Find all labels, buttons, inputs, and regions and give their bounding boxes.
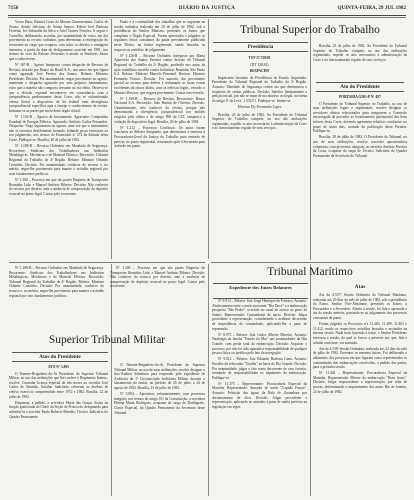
portaria-heading: PORTARIA GDG-P Nº 497 bbox=[339, 95, 381, 99]
issue-date: QUINTA-FEIRA, 29 JUL 1982 bbox=[337, 5, 406, 11]
ato-number: ATO Nº 5.891 bbox=[47, 365, 70, 369]
paragraph: O Tenente-Brigadeiro-do-Ar Presidente do Superior Tribunal Militar, no uso das atribuições que lhe confere o Regimento Interno, resolve: Conceder licença especial de três meses ao servidor José Carlos de Almeida, Auxiliar Judiciário, referente ao decênio de efetivo exercício compreendido entre 1972 e 1982. Brasília, 22 de julho de 1982. bbox=[9, 371, 108, 399]
paragraph: Impetrante: Instituto de Previdência do Estado. Impetrado: Presidente do Tribunal Regional do Trabalho da 3ª Região. Assunto: Mandado de Segurança contra ato que determinou o sequestro de verbas públicas. Decisão: Indefiro liminarmente a petição inicial, por não se tratar de ato abusivo ou ilegal, na forma do artigo 8º da Lei nº 1.533/51. Publique-se. Intime-se. bbox=[212, 75, 307, 103]
text-column bbox=[9, 363, 108, 496]
text-column bbox=[212, 54, 307, 258]
text-column bbox=[313, 93, 407, 258]
paragraph: Nº 11.402 – Representante: Procuradoria Especial da Marinha. Representado: Mestre da embarcação "Bom Jesus". Decisão: Julgar improcedente a representação, por falta de provas, determinando o arquivamento dos autos. Rio de Janeiro, 22 de julho de 1982. bbox=[313, 371, 407, 394]
column-divider bbox=[208, 264, 209, 496]
paragraph: O Tenente-Brigadeiro-do-Ar Presidente do Superior Tribunal Militar, no uso de suas atribuições, resolve designar o Juiz-Auditor Substituto para responder pelo expediente da Auditoria da 1ª Circunscrição Judiciária Militar, durante o afastamento do titular, no período de 26 de julho a 24 de agosto de 1982. Brasília, 23 de julho de 1982. bbox=[114, 363, 205, 390]
column-divider bbox=[310, 264, 311, 496]
paragraph: Nº 1.300 – Processo em que são partes Empresa de Transportes Reunidos Ltda. e Manoel Antônio Ribeiro. Decisão: Não conhecer do recurso por deserto, ante a ausência de comprovação do depósito recursal no prazo legal. Custas pelo recorrente. bbox=[110, 266, 205, 289]
paragraph: Ata da 4.537ª Sessão Ordinária do Tribunal Marítimo, realizada aos 20 dias do mês de julho de 1982, sob a presidência do Exmo. Senhor Vice-Almirante, presentes os Juízes, o Procurador e o Secretário. Aberta a sessão, foi lida e aprovada a ata da sessão anterior, passando-se ao julgamento dos processos constantes da pauta. bbox=[313, 293, 407, 320]
text-column bbox=[9, 266, 205, 330]
section-title-tm: Tribunal Marítimo bbox=[267, 266, 353, 278]
journal-name: DIÁRIO DA JUSTIÇA bbox=[178, 5, 236, 11]
page-header bbox=[8, 5, 406, 15]
protocol-number: TST-17.728/81 bbox=[248, 56, 271, 60]
section-rule bbox=[211, 262, 409, 263]
text-column bbox=[9, 20, 108, 258]
protocol-ref: (DT 138.82) bbox=[250, 62, 269, 67]
section-title-tst: Tribunal Superior do Trabalho bbox=[240, 24, 380, 36]
text-column bbox=[114, 20, 205, 258]
paragraph: Nº 1.300 – Processo em que são partes Empresa de Transportes Reunidos Ltda. e Manoel Antônio Ribeiro. Decisão: Não conhecer do recurso por deserto, ante a ausência de comprovação do depósito recursal no prazo legal. Custas pelo recorrente. bbox=[9, 177, 108, 196]
text-column bbox=[313, 44, 407, 80]
paragraph: Nº 5.894 – Aposentar, voluntariamente, com proventos integrais, nos termos do artigo 101 da Constituição, a servidora Helena Maria Rodrigues, ocupante do cargo de Datilógrafo, Classe Especial, do Quadro Permanente da Secretaria deste Tribunal. bbox=[114, 392, 205, 415]
section-subtitle-expediente: Expediente dos Juízes Relatores bbox=[213, 283, 308, 299]
column-divider bbox=[111, 19, 112, 259]
column-divider bbox=[208, 19, 209, 259]
paragraph: Ata da 4.538ª Sessão Ordinária, realizada aos 22 dias do mês de julho de 1982. Presentes os mesmos Juízes. Foi deliberado o adiamento dos processos em que figuram como representados os comandantes das embarcações envolvidas, a pedido das partes, para a próxima sessão. bbox=[313, 346, 407, 370]
text-column bbox=[313, 293, 407, 496]
paragraph: Brasília, 28 de julho de 1982. O Presidente do Tribunal, no uso de suas atribuições, resolve conceder aposentadoria voluntária, com proventos integrais, ao servidor Antônio Ferreira da Costa, ocupante do cargo de Técnico Judiciário do Quadro Permanente da Secretaria do Tribunal. bbox=[313, 135, 407, 158]
section-subtitle-atas: Atas bbox=[354, 284, 366, 290]
paragraph: Nº 167-B – Agravo Interposto contra despacho de Recurso de Revista, aforado por Banco do Brasil S.A., nos autos em que figura como agravado José Pereira dos Santos. Relator: Ministro Presidente. Decisão: Por unanimidade, negar provimento ao agravo, mantendo o despacho agravado por seus próprios fundamentos, visto que a matéria não comporta reexame na via eleita. Observa-se que a decisão regional encontra-se em consonância com a jurisprudência predominante desta Corte, não se vislumbrando ofensa literal a dispositivo de lei federal nem divergência jurisprudencial específica apta a ensejar o conhecimento da revista. Intimem-se as partes por meio deste órgão oficial. bbox=[9, 62, 108, 113]
paragraph: Foram julgados os Processos nºs 11.283, 11.389, 11.401 e 11.412, sendo os respectivos acórdãos lavrados e assinados na mesma sessão. Nada mais havendo a tratar, o Senhor Presidente encerrou a sessão, da qual se lavrou a presente ata, que, lida e achada conforme, vai assinada. bbox=[313, 322, 407, 345]
paragraph: Nº 1.126-B – Recurso Ordinário interposto por Maria Aparecida dos Santos Ferreira contra decisão do Tribunal Regional do Trabalho da 2ª Região, proferida nos autos da ação trabalhista movida contra Indústrias Reunidas São Paulo S.A. Relator: Ministro Marcelo Pimentel. Revisor: Ministro Fernando Franco. Decisão: Por maioria, dar provimento parcial ao recurso para deferir à reclamante as horas extras excedentes da oitava diária, com os reflexos legais, vencido o Ministro Revisor, que negava provimento. Custas em reversão. bbox=[114, 53, 205, 95]
text-column bbox=[212, 299, 307, 496]
section-subtitle-ato: Ato do Presidente bbox=[316, 82, 404, 92]
paragraph: Nº 1.169-B – Recurso de Revista. Recorrente: Banco Nacional S.A. Recorrido: João Batista de Oliveira. Decisão: Unanimemente, não conhecer da revista, porque não demonstrada a divergência jurisprudencial nos moldes exigidos pela alínea a do artigo 896 da CLT, tampouco a violação de dispositivo legal. Brasília, 20 de julho de 1982. bbox=[114, 96, 205, 124]
paragraph: Nº 11.375 – Representante: Procuradoria Especial da Marinha. Representado: Armador do navio "Capitão Fausto". Assunto: Poluição das águas da Baía de Guanabara por derramamento de óleo. Decisão: Julgar procedente a representação, aplicando ao armador a pena de multa prevista na legislação em vigor. bbox=[212, 381, 307, 409]
section-subtitle-atos: Atos do Presidente bbox=[12, 352, 108, 362]
column-divider bbox=[310, 76, 311, 260]
paragraph: Nº 1.188-B – Recurso Ordinário em Mandado de Segurança. Recorrente: Sindicato dos Trabalhadores nas Indústrias Metalúrgicas, Mecânicas e de Material Elétrico. Recorrido: Tribunal Regional do Trabalho da 4ª Região. Relator: Ministro Orlando Coutinho. Decisão: Por unanimidade, conhecer do recurso e, no mérito, negar-lhe provimento para manter o acórdão regional por seus fundamentos jurídicos. bbox=[9, 266, 104, 298]
paragraph: Nº 8.914 – Relator: Juiz Jorge Henrique da Fonseca. Assunto: Abalroamento entre o navio mercante "Rio Doce" e a embarcação pesqueira "São Pedro", ocorrido no canal de acesso ao porto de Santos. Representado: Comandante do navio. Decisão: Julgar procedente a representação, considerando o acidente decorrente de imprudência do comandante, aplicando-lhe a pena de repreensão. bbox=[212, 299, 307, 331]
signature: Ministro Ely Fernandes Lopes bbox=[237, 104, 282, 109]
paragraph: Nº 8.975 – Relator: Juiz Carlos Alberto Moreira. Assunto: Naufrágio da lancha "Estrela do Mar" nas proximidades da Ilha Grande, com perda total da embarcação. Decisão: Arquivar o processo, por não ter sido apurada a responsabilidade de qualquer pessoa física ou jurídica pelo fato da navegação. bbox=[212, 332, 307, 356]
despacho-heading: DESPACHO bbox=[249, 69, 270, 74]
paragraph: Paulo e a continuidade dos trabalhos que se seguiram na sessão ordinária realizada em 20 de julho de 1982, sob a presidência do Senhor Ministro, presentes os Juízes que compõem o Órgão Especial. Foram apreciados e julgados os seguintes feitos constantes da pauta previamente publicada neste Diário, na forma regimental, sendo lavradas as respectivas certidões de julgamento. bbox=[114, 20, 205, 52]
paragraph: Nº 1.212 – Processos Conclusos. Os autos foram conclusos ao Relator designado, que determinou a remessa à Procuradoria-Geral da Justiça do Trabalho para emissão de parecer, no prazo regimental, retornando após à Secretaria para inclusão em pauta. bbox=[114, 125, 205, 149]
paragraph: Nº 1.188-B – Recurso Ordinário em Mandado de Segurança. Recorrente: Sindicato dos Trabalhadores nas Indústrias Metalúrgicas, Mecânicas e de Material Elétrico. Recorrido: Tribunal Regional do Trabalho da 4ª Região. Relator: Ministro Orlando Coutinho. Decisão: Por unanimidade, conhecer do recurso e, no mérito, negar-lhe provimento para manter o acórdão regional por seus fundamentos jurídicos. bbox=[9, 144, 108, 176]
paragraph: Brasília, 23 de julho de 1982. Ao Presidente do Tribunal Superior do Trabalho compete, no uso das atribuições regimentais, expedir os atos necessários à administração da Corte e ao funcionamento regular de seus serviços. bbox=[212, 112, 307, 131]
page-number: 7156 bbox=[8, 5, 19, 11]
paragraph: O Presidente do Tribunal Superior do Trabalho, no uso de suas atribuições legais e regimentais, resolve designar os servidores abaixo relacionados para integrarem a Comissão encarregada de proceder ao levantamento patrimonial dos bens móveis desta Corte, devendo apresentar relatório conclusivo no prazo de trinta dias, contado da publicação desta Portaria. Publique-se. bbox=[313, 101, 407, 134]
text-column bbox=[114, 363, 205, 496]
paragraph: Brasília, 23 de julho de 1982. Ao Presidente do Tribunal Superior do Trabalho compete, no uso das atribuições regimentais, expedir os atos necessários à administração da Corte e ao funcionamento regular de seus serviços. bbox=[313, 44, 407, 62]
paragraph: Vieira Hass; Batinel Costa de Moraes Zimmermann; Carlos de Souza; Avenir Salviano de Souza Santos; Edson José Barbosa Ferreira; Ivo Sebastião da Silva e Ariel Gomes Ferreira. A seguir o Conselho, deliberando, acordou, por unanimidade de votos, em dar provimento ao recurso ordinário, para determinar a reintegração do recorrente no cargo que ocupava, com todos os direitos e vantagens inerentes, a partir da data do desligamento ocorrido em 1981, nos termos do voto do Relator. Presentes à sessão os Senhores Juízes que a subscrevem. bbox=[9, 20, 108, 61]
section-subtitle-presidencia: Presidência bbox=[213, 42, 308, 52]
paragraph: Dispensar, a pedido, a servidora Maria das Graças Souza da função gratificada de Chefe da Seção de Protocolo, designando para substituí-la o servidor Paulo Roberto Mendes, Técnico Judiciário do Quadro Permanente. bbox=[9, 400, 108, 419]
header-rule-thin bbox=[8, 17, 406, 18]
paragraph: Nº 1.136-B – Agravo de Instrumento. Agravante: Companhia Estadual de Energia Elétrica. Agravado: Antônio Carlos Fernandes. Despacho: Nego seguimento ao agravo, uma vez que o instrumento não se encontra devidamente formado, faltando peças essenciais ao seu julgamento, nos termos do Enunciado nº 272 da Súmula desta Corte. Publique-se. Brasília, 20 de julho de 1982. bbox=[9, 115, 108, 143]
paragraph: Nº 9.012 – Relator: Juiz Eduardo Barbosa Lima. Assunto: Encalhe do rebocador "Guaíba" na barra do Rio Grande. Decisão: Por unanimidade, julgar o fato como decorrente de caso fortuito, isentando de responsabilidade os tripulantes da embarcação. Publique-se. bbox=[212, 357, 307, 380]
section-title-stm: Superior Tribunal Militar bbox=[48, 334, 166, 346]
section-rule bbox=[9, 262, 205, 263]
